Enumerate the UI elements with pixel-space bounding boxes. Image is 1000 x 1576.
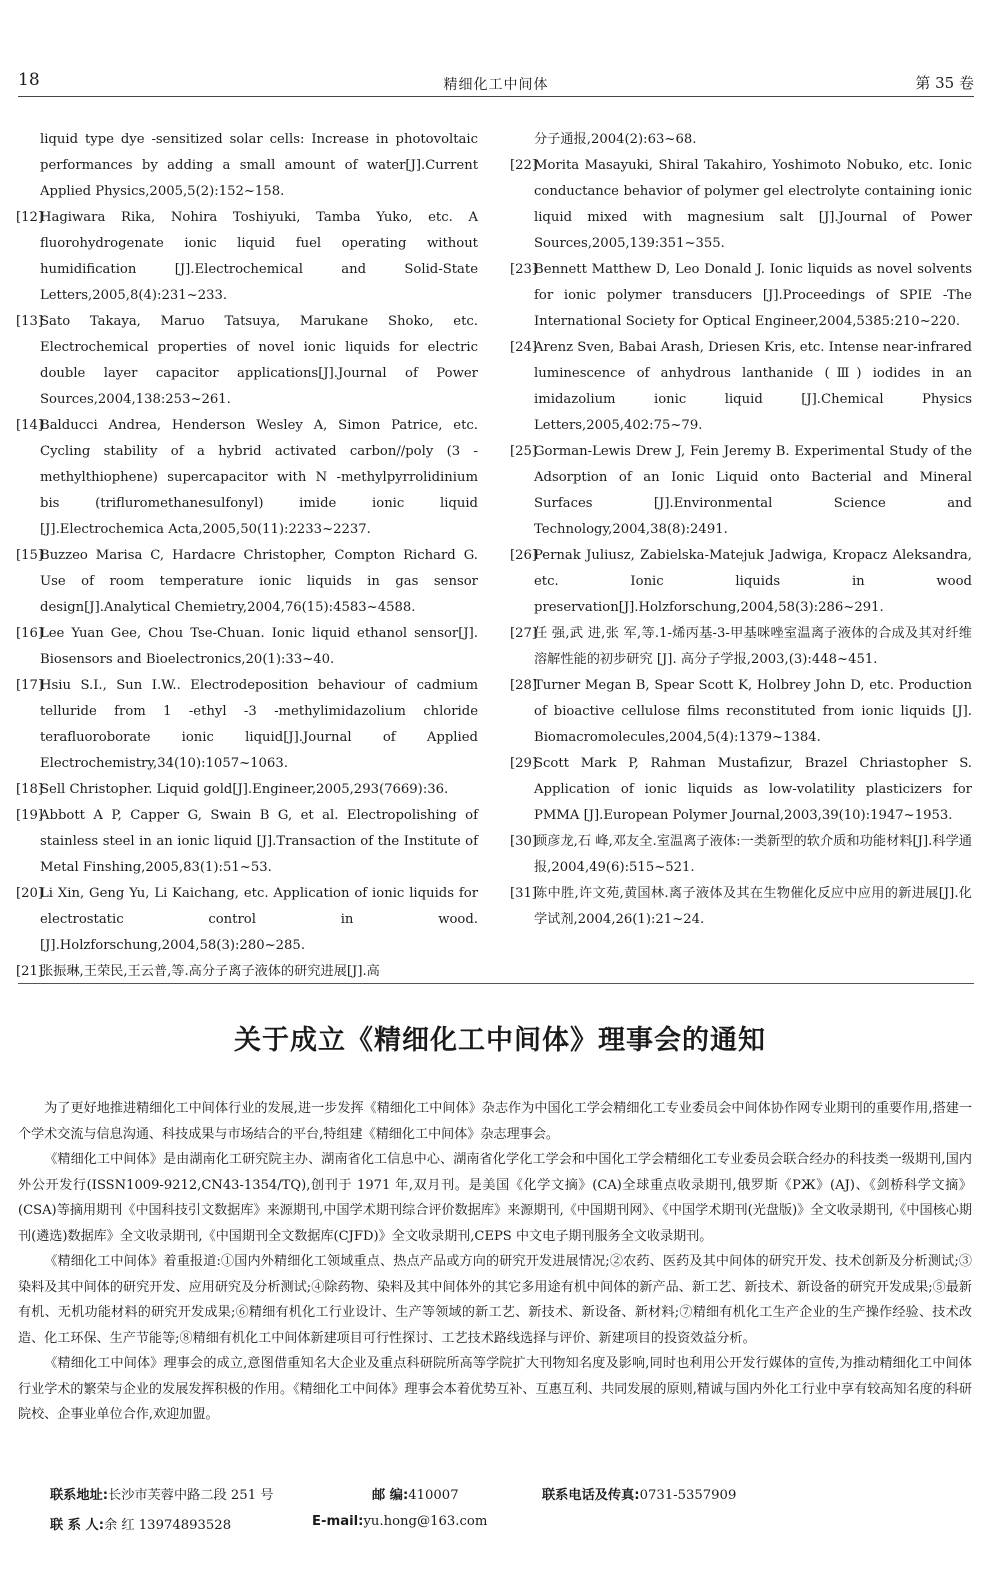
reference-item [510, 127, 972, 153]
reference-number: [16] [16, 626, 44, 641]
reference-text: Lee Yuan Gee, Chou Tse-Chuan. Ionic liquid ethanol sensor[J]. Biosensors and Bioelectronics,20(1):33~40. [40, 626, 478, 667]
reference-item [510, 439, 972, 543]
reference-text: Abbott A P, Capper G, Swain B G, et al. Electropolishing of stainless steel in an ionic liquid [J].Transaction of the Institute of Metal Finshing,2005,83(1):51~53. [40, 808, 478, 875]
reference-text: Scott Mark P, Rahman Mustafizur, Brazel Chriastopher S. Application of ionic liquids as low-volatility plasticizers for PMMA [J].European Polymer Journal,2003,39(10):1947~1953. [534, 756, 972, 823]
section-divider [18, 983, 974, 984]
contact-email-value[interactable]: yu.hong@163.com [363, 1514, 488, 1529]
reference-item [510, 829, 972, 881]
reference-number: [31] [510, 886, 538, 901]
contact-address-label: 联系地址: [50, 1488, 109, 1503]
reference-number: [21] [16, 964, 44, 979]
reference-text: Buzzeo Marisa C, Hardacre Christopher, Compton Richard G. Use of room temperature ionic liquids in gas sensor design[J].Analytical Chemietry,2004,76(15):4583~4588. [40, 548, 478, 615]
reference-item [16, 543, 478, 621]
reference-text: Gorman-Lewis Drew J, Fein Jeremy B. Experimental Study of the Adsorption of an Ionic Liquid onto Bacterial and Mineral Surfaces [J].Environmental Science and Technology,2004,38(8):2491. [534, 444, 972, 537]
notice-paragraph: 为了更好地推进精细化工中间体行业的发展,进一步发挥《精细化工中间体》杂志作为中国化工学会精细化工专业委员会中间体协作网专业期刊的重要作用,搭建一个学术交流与信息沟通、科技成果与市场结合的平台,特组建《精细化工中间体》杂志理事会。 [18, 1101, 972, 1142]
reference-text: Hsiu S.I., Sun I.W.. Electrodeposition behaviour of cadmium telluride from 1 -ethyl -3 -methylimidazolium chloride terafluoroborate ionic liquid[J].Journal of Applied Electrochemistry,34(10):1057~1063. [40, 678, 478, 771]
reference-item [16, 673, 478, 777]
reference-item [16, 413, 478, 543]
reference-text: 张振琳,王荣民,王云普,等.高分子离子液体的研究进展[J].高 [40, 964, 380, 979]
reference-number: [27] [510, 626, 538, 641]
reference-text: Morita Masayuki, Shiral Takahiro, Yoshimoto Nobuko, etc. Ionic conductance behavior of polymer gel electrolyte containing ionic liquid mixed with magnesium salt [J].Journal of Power Sources,2005,139:351~355. [534, 158, 972, 251]
reference-number: [26] [510, 548, 538, 563]
contact-phone-label: 联系电话及传真: [542, 1488, 640, 1503]
reference-item [510, 257, 972, 335]
reference-number: [13] [16, 314, 44, 329]
reference-text: Hagiwara Rika, Nohira Toshiyuki, Tamba Yuko, etc. A fluorohydrogenate ionic liquid fuel operating without humidification [J].Electrochemical and Solid-State Letters,2005,8(4):231~233. [40, 210, 478, 303]
reference-number: [30] [510, 834, 538, 849]
reference-number: [17] [16, 678, 44, 693]
reference-text: 顾彦龙,石 峰,邓友全.室温离子液体:一类新型的软介质和功能材料[J].科学通报,2004,49(6):515~521. [534, 834, 972, 875]
reference-number: [22] [510, 158, 538, 173]
reference-item [510, 673, 972, 751]
page-number: 18 [18, 70, 40, 90]
reference-item [16, 777, 478, 803]
references-left-column [16, 127, 478, 985]
reference-number: [18] [16, 782, 44, 797]
contact-email-label: E-mail: [312, 1514, 364, 1529]
reference-number: [20] [16, 886, 44, 901]
contact-person [50, 1514, 231, 1533]
reference-item [510, 621, 972, 673]
reference-text: liquid type dye -sensitized solar cells: Increase in photovoltaic performances by adding a small amount of water[J].Current Applied Physics,2005,5(2):152~158. [40, 132, 478, 199]
reference-text: Balducci Andrea, Henderson Wesley A, Simon Patrice, etc. Cycling stability of a hybrid activated carbon//poly (3 -methylthiophene) supercapacitor with N -methylpyrrolidinium bis (trifluromethanesulfonyl) imide ionic liquid [J].Electrochemica Acta,2005,50(11):2233~2237. [40, 418, 478, 537]
references-right-column [510, 127, 972, 933]
reference-number: [25] [510, 444, 538, 459]
reference-item [16, 309, 478, 413]
reference-item [16, 959, 478, 985]
reference-number: [15] [16, 548, 44, 563]
contact-postcode-value: 410007 [408, 1488, 459, 1503]
reference-number: [29] [510, 756, 538, 771]
contact-address-value: 长沙市芙蓉中路二段 251 号 [108, 1488, 274, 1503]
reference-item [16, 881, 478, 959]
reference-text: 陈中胜,许文苑,黄国林.离子液体及其在生物催化反应中应用的新进展[J].化学试剂,2004,26(1):21~24. [534, 886, 972, 927]
journal-name: 精细化工中间体 [443, 77, 549, 93]
volume-label: 第 35 卷 [915, 74, 974, 92]
contact-phone [542, 1484, 736, 1503]
page-header [18, 66, 974, 96]
contact-email[interactable] [312, 1514, 487, 1529]
reference-item [510, 153, 972, 257]
reference-text: Turner Megan B, Spear Scott K, Holbrey John D, etc. Production of bioactive cellulose films reconstituted from ionic liquids [J]. Biomacromolecules,2004,5(4):1379~1384. [534, 678, 972, 745]
contact-postcode [372, 1484, 459, 1503]
reference-item [510, 881, 972, 933]
reference-item [510, 543, 972, 621]
reference-number: [24] [510, 340, 538, 355]
reference-text: Li Xin, Geng Yu, Li Kaichang, etc. Application of ionic liquids for electrostatic control in wood. [J].Holzforschung,2004,58(3):280~285. [40, 886, 478, 953]
reference-item [16, 621, 478, 673]
reference-item [510, 751, 972, 829]
reference-number: [23] [510, 262, 538, 277]
header-rule [18, 96, 974, 97]
notice-paragraph: 《精细化工中间体》着重报道:①国内外精细化工领域重点、热点产品或方向的研究开发进展情况;②农药、医药及其中间体的研究开发、技术创新及分析测试;③染料及其中间体的研究开发、应用研究及分析测试;④除药物、染料及其中间体外的其它多用途有机中间体的新产品、新工艺、新技术、新设备的研究开发成果;⑤最新有机、无机功能材料的研究开发成果;⑥精细有机化工行业设计、生产等领域的新工艺、新技术、新设备、新材料;⑦精细有机化工生产企业的生产操作经验、技术改造、化工环保、生产节能等;⑧精细有机化工中间体新建项目可行性探讨、工艺技术路线选择与评价、新建项目的投资效益分析。 [18, 1254, 972, 1346]
reference-number: [19] [16, 808, 44, 823]
reference-text: Sell Christopher. Liquid gold[J].Engineer,2005,293(7669):36. [40, 782, 449, 797]
reference-text: Bennett Matthew D, Leo Donald J. Ionic liquids as novel solvents for ionic polymer transducers [J].Proceedings of SPIE -The International Society for Optical Engineer,2004,5385:210~220. [534, 262, 972, 329]
contact-postcode-label: 邮 编: [372, 1488, 409, 1503]
contact-person-value: 余 红 13974893528 [104, 1518, 232, 1533]
reference-number: [14] [16, 418, 44, 433]
reference-text: Arenz Sven, Babai Arash, Driesen Kris, etc. Intense near-infrared luminescence of anhydrous lanthanide (Ⅲ) iodides in an imidazolium ionic liquid [J].Chemical Physics Letters,2005,402:75~79. [534, 340, 972, 433]
notice-paragraph: 《精细化工中间体》理事会的成立,意图借重知名大企业及重点科研院所高等学院扩大刊物知名度及影响,同时也利用公开发行媒体的宣传,为推动精细化工中间体行业学术的繁荣与企业的发展发挥积极的作用。《精细化工中间体》理事会本着优势互补、互惠互利、共同发展的原则,精诚与国内外化工行业中享有较高知名度的科研院校、企事业单位合作,欢迎加盟。 [18, 1356, 972, 1422]
notice-title: 关于成立《精细化工中间体》理事会的通知 [234, 1025, 766, 1056]
reference-item [510, 335, 972, 439]
reference-number: [28] [510, 678, 538, 693]
reference-item [16, 205, 478, 309]
notice-body [18, 1096, 972, 1428]
reference-text: 分子通报,2004(2):63~68. [534, 132, 697, 147]
reference-item [16, 803, 478, 881]
reference-text: Sato Takaya, Maruo Tatsuya, Marukane Shoko, etc. Electrochemical properties of novel ionic liquids for electric double layer capacitor applications[J].Journal of Power Sources,2004,138:253~261. [40, 314, 478, 407]
contact-address [50, 1484, 273, 1503]
contact-person-label: 联 系 人: [50, 1518, 105, 1533]
contact-phone-value: 0731-5357909 [639, 1488, 737, 1503]
reference-item [16, 127, 478, 205]
notice-paragraph: 《精细化工中间体》是由湖南化工研究院主办、湖南省化工信息中心、湖南省化学化工学会和中国化工学会精细化工专业委员会联合经办的科技类一级期刊,国内外公开发行(ISSN1009-9212,CN43-1354/TQ),创刊于 1971 年,双月刊。是美国《化学文摘》(CA)全球重点收录期刊,俄罗斯《PЖ》(AJ)、《剑桥科学文摘》(CSA)等摘用期刊《中国科技引文数据库》来源期刊,中国学术期刊综合评价数据库》来源期刊,《中国期刊网》、《中国学术期刊(光盘版)》全文收录期刊,《中国核心期刊(遴选)数据库》全文收录期刊,《中国期刊全文数据库(CJFD)》全文收录期刊,CEPS 中文电子期刊服务全文收录期刊。 [18, 1152, 973, 1244]
reference-number: [12] [16, 210, 44, 225]
reference-text: 任 强,武 进,张 军,等.1-烯丙基-3-甲基咪唑室温离子液体的合成及其对纤维溶解性能的初步研究 [J]. 高分子学报,2003,(3):448~451. [534, 626, 972, 667]
reference-text: Pernak Juliusz, Zabielska-Matejuk Jadwiga, Kropacz Aleksandra, etc. Ionic liquids in wood preservation[J].Holzforschung,2004,58(3):286~291. [534, 548, 972, 615]
